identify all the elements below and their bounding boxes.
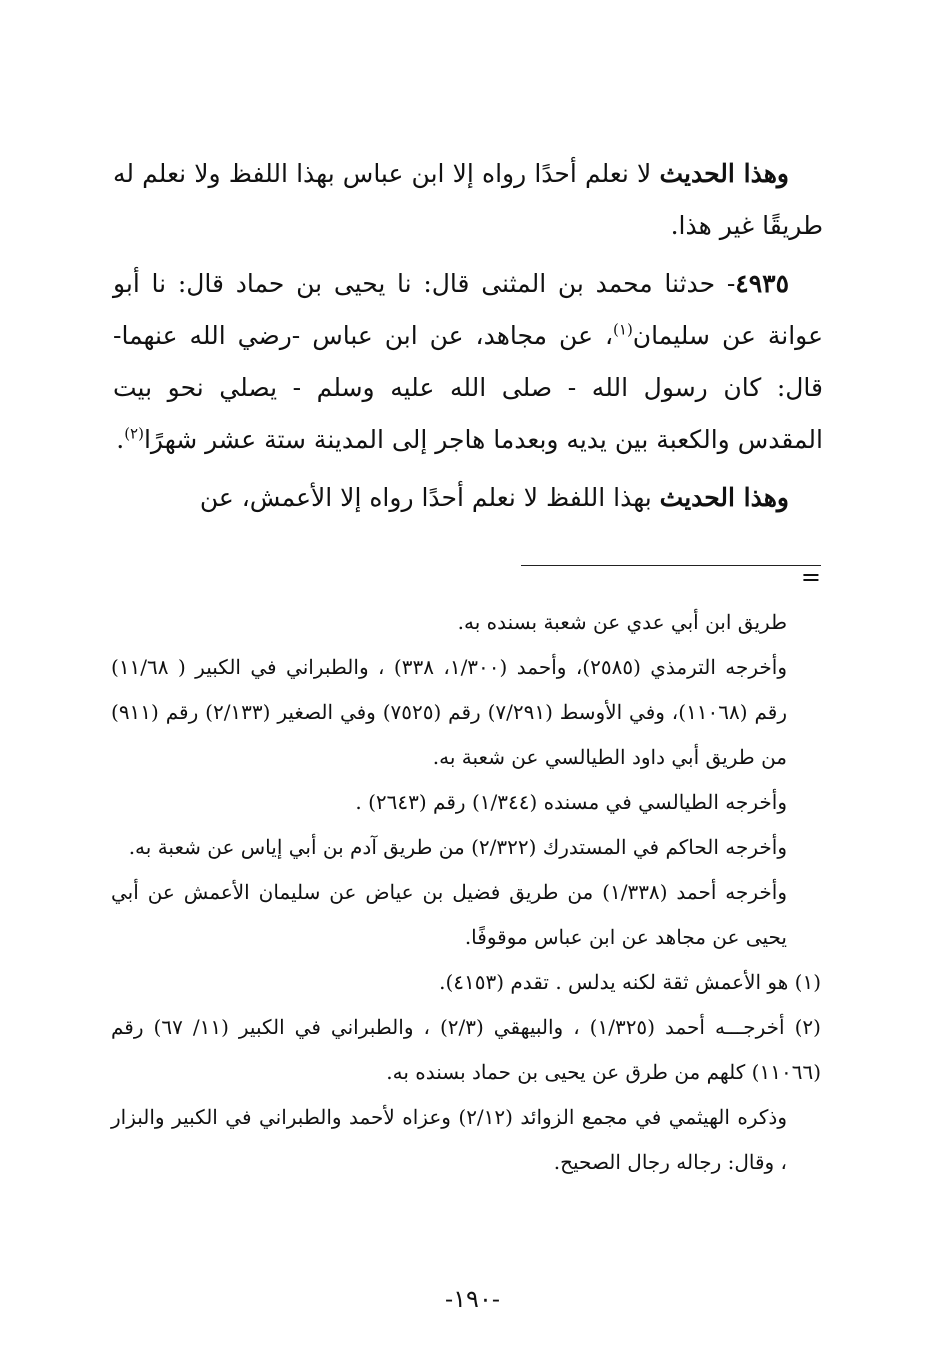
hadith-text-end: . [116,425,125,454]
footnotes-section [111,600,821,1185]
paragraph-3-lead: وهذا الحديث [659,483,789,512]
footnote-1: (١) هو الأعمش ثقة لكنه يدلس . تقدم (٤١٥٣). [439,970,821,994]
paragraph-1 [113,148,823,252]
footnote-line: طريق ابن أبي عدي عن شعبة بسنده به. [457,610,787,634]
paragraph-3-text: بهذا اللفظ لا نعلم أحدًا رواه إلا الأعمش، عن [199,483,660,512]
footnote-ref-2: (٢) [124,424,144,443]
page-number: -١٩٠- [445,1285,500,1313]
paragraph-3 [113,472,823,524]
footnote-2: (٢) أخرجـــه أحمد (١/٣٢٥) ، والبيهقي (٢/٣) ، والطبراني في الكبير (١١/ ٦٧) رقم (١١٠٦٦) كلهم من طرق عن يحيى بن حماد بسنده به. [111,1015,821,1084]
hadith-text-b: ، عن مجاهد، عن ابن عباس -رضي الله عنهما- قال: كان رسول الله - صلى الله عليه وسلم - يصلي نحو بيت المقدس والكعبة بين يديه وبعدما هاجر إلى المدينة ستة عشر شهرًا [113,321,823,454]
hadith-number: ٤٩٣٥ [735,269,789,298]
footnote-line: وأخرجه أحمد (١/٣٣٨) من طريق فضيل بن عياض عن سليمان الأعمش عن أبي يحيى عن مجاهد عن ابن عباس موقوفًا. [111,880,787,949]
footnote-separator [521,565,821,566]
main-text-body [113,148,823,530]
footnote-line: وذكره الهيثمي في مجمع الزوائد (٢/١٢) وعزاه لأحمد والطبراني في الكبير والبزار ، وقال: رجاله رجال الصحيح. [111,1105,787,1174]
paragraph-1-text: لا نعلم أحدًا رواه إلا ابن عباس بهذا اللفظ ولا نعلم له طريقًا غير هذا. [113,159,823,240]
hadith-4935 [113,258,823,466]
footnote-ref-1: (١) [613,320,633,339]
paragraph-1-lead: وهذا الحديث [659,159,789,188]
footnote-continuation-mark: = [800,563,821,591]
footnote-line: وأخرجه الحاكم في المستدرك (٢/٣٢٢) من طريق آدم بن أبي إياس عن شعبة به. [128,835,787,859]
footnote-line: وأخرجه الترمذي (٢٥٨٥)، وأحمد (١/٣٠٠، ٣٣٨) ، والطبراني في الكبير ( ١١/٦٨) رقم (١١٠٦٨)، وفي الأوسط (٧/٢٩١) رقم (٧٥٢٥) وفي الصغير (٢/١٣٣) رقم (٩١١) من طريق أبي داود الطيالسي عن شعبة به. [111,655,787,769]
hadith-text-a: - حدثنا محمد بن المثنى قال: نا يحيى بن حماد قال: نا أبو عوانة عن سليمان [113,269,823,350]
footnote-line: وأخرجه الطيالسي في مسنده (١/٣٤٤) رقم (٢٦٤٣) . [355,790,787,814]
